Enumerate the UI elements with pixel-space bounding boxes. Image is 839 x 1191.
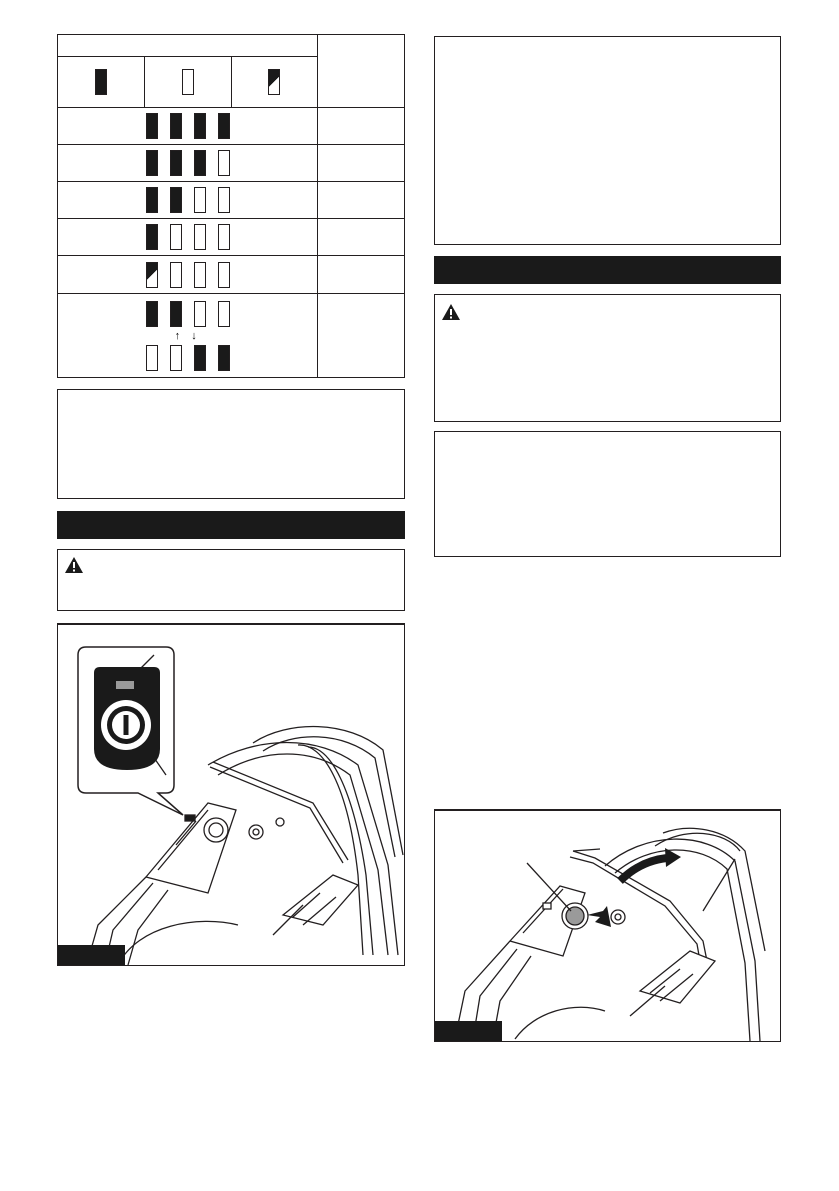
section-heading-bar (57, 511, 405, 539)
note-box (57, 389, 405, 499)
figure-power-button (57, 623, 405, 966)
table-row (58, 294, 405, 378)
legend-lit (58, 57, 145, 108)
legend-blinking (231, 57, 318, 108)
battery-indicator-table (57, 34, 405, 378)
mower-handle-illustration (58, 625, 404, 965)
caution-box-right (434, 431, 781, 557)
table-row (58, 219, 405, 256)
table-row (58, 108, 405, 145)
legend-off (144, 57, 231, 108)
figure-number-tag (58, 945, 125, 965)
warning-box-right (434, 294, 781, 422)
figure-lock-off-button (434, 809, 781, 1042)
segment-blinking-icon (268, 69, 280, 95)
note-box-right (434, 36, 781, 245)
table-row (58, 256, 405, 294)
mower-handle-lever-illustration (435, 811, 780, 1041)
warning-triangle-icon (64, 556, 84, 574)
power-button-icon (101, 700, 151, 750)
warning-triangle-icon (441, 303, 461, 321)
table-header-remaining (318, 35, 405, 108)
table-header-indicator (58, 35, 318, 57)
table-row (58, 145, 405, 182)
figure-number-tag (435, 1021, 502, 1041)
warning-box (57, 549, 405, 611)
segment-off-icon (182, 69, 194, 95)
table-row (58, 182, 405, 219)
section-heading-bar-right (434, 256, 781, 284)
alternating-arrows: ↑ ↓ (174, 329, 201, 342)
segment-lit-icon (95, 69, 107, 95)
